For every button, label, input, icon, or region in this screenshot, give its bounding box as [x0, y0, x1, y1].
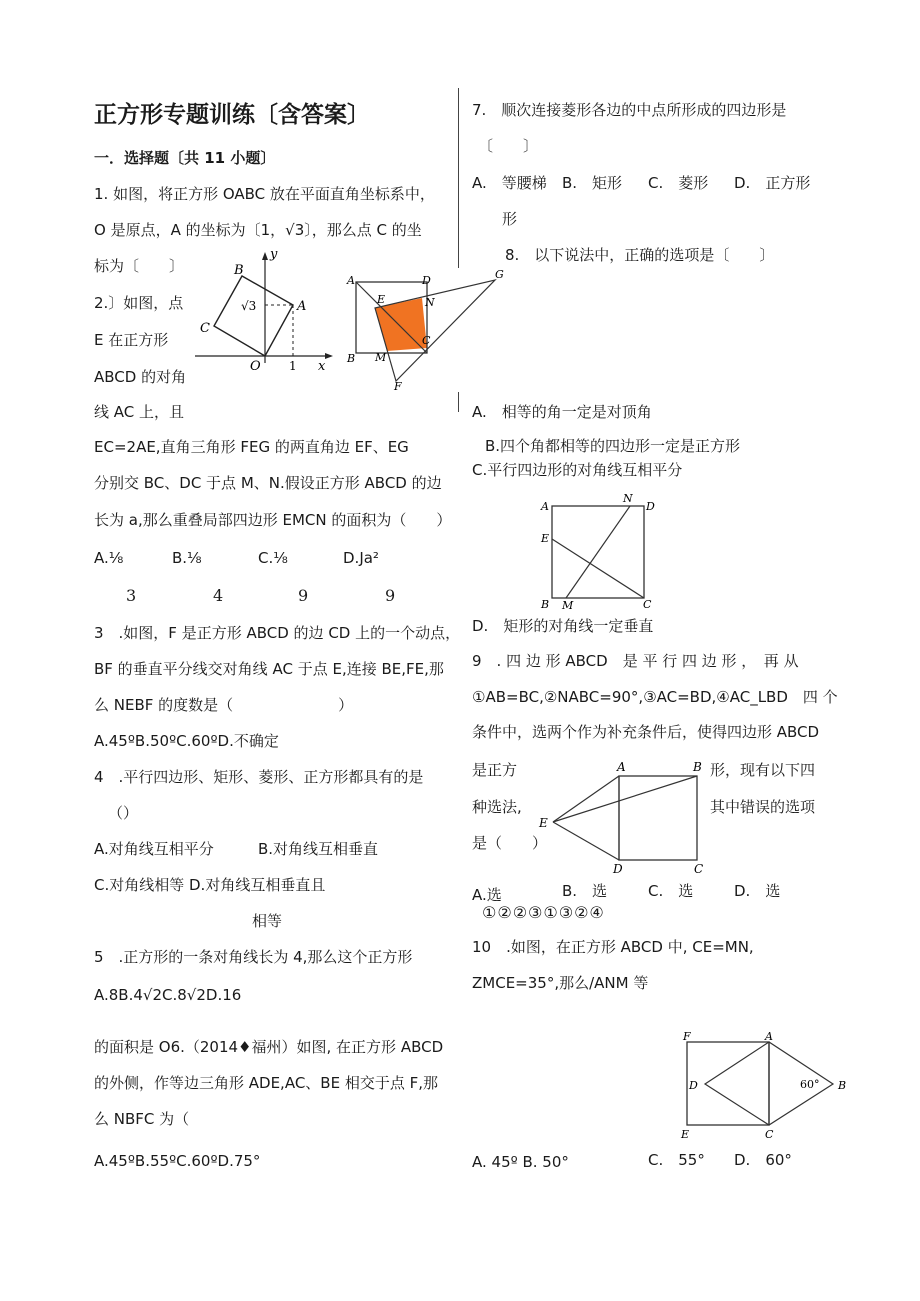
fig2-label-A: A	[347, 274, 355, 287]
figure-9-square-external-point	[533, 760, 713, 875]
fig2-label-D: D	[422, 274, 431, 287]
q6-line2: 的外侧，作等边三角形 ADE,AC、BE 相交于点 F,那	[94, 1074, 438, 1092]
q9-line2: ①AB=BC,②NABC=90°,③AC=BD,④AC_LBD 四 个	[472, 688, 838, 706]
q2-denominator-d: 9	[385, 586, 396, 605]
q7-option-b: B. 矩形	[562, 174, 623, 192]
q3-line3: 么 NEBF 的度数是（ ）	[94, 696, 354, 714]
q9-line1: 9 . 四 边 形 ABCD 是 平 行 四 边 形 ， 再 从	[472, 652, 799, 670]
fig2-label-F: F	[394, 380, 402, 393]
fig2-label-E: E	[377, 293, 386, 306]
fig8-label-E: E	[541, 532, 550, 545]
figure-8-square-segments	[538, 492, 668, 612]
q9-line3: 条件中，选两个作为补充条件后，使得四边形 ABCD	[472, 723, 820, 741]
q9-line4b: 形，现有以下四	[710, 761, 816, 779]
q6-line3: 么 NBFC 为（	[94, 1110, 190, 1128]
q8-line1: 8. 以下说法中，正确的选项是〔 〕	[505, 246, 775, 264]
q2-option-b: B.⅛	[172, 549, 202, 567]
fig8-label-D: D	[646, 500, 655, 513]
q2-line5: EC=2AE,直角三角形 FEG 的两直角边 EF、EG	[94, 438, 409, 456]
fig2-label-C: C	[422, 334, 431, 347]
fig10-label-angle: 60°	[800, 1078, 820, 1091]
fig1-label-C: C	[200, 321, 210, 336]
fig10-label-F: F	[683, 1030, 691, 1043]
q2-line7: 长为 a,那么重叠局部四边形 EMCN 的面积为（ ）	[94, 511, 452, 529]
fig1-label-B: B	[234, 263, 244, 278]
q4-option-cd: C.对角线相等 D.对角线互相垂直且	[94, 876, 326, 894]
q7-option-c: C. 菱形	[648, 174, 709, 192]
fig10-label-B: B	[838, 1079, 847, 1092]
fig9-label-C: C	[694, 862, 704, 876]
q9-line6: 是（ ）	[472, 834, 548, 852]
fig1-label-x: x	[318, 359, 326, 374]
q2-line2: E 在正方形	[94, 331, 169, 349]
q6-line1: 的面积是 O6.（2014♦福州）如图, 在正方形 ABCD	[94, 1038, 444, 1056]
q2-line3: ABCD 的对角	[94, 368, 187, 386]
fig10-label-A: A	[765, 1030, 773, 1043]
q4-line2: （）	[108, 804, 139, 822]
q7-option-a: A. 等腰梯	[472, 174, 547, 192]
fig2-label-M: M	[375, 351, 387, 364]
q1-line2: O 是原点，A 的坐标为〔1，√3〕，那么点 C 的坐	[94, 221, 422, 239]
q9-option-c: C. 选	[648, 882, 694, 900]
q9-line5b: 其中错误的选项	[710, 798, 816, 816]
fig9-label-E: E	[539, 816, 548, 830]
q10-option-ab: A. 45º B. 50°	[472, 1153, 569, 1171]
fig1-label-y: y	[270, 247, 278, 262]
fig10-label-E: E	[681, 1128, 690, 1141]
q9-line5a: 种选法,	[472, 798, 522, 816]
fig8-label-M: M	[562, 599, 574, 612]
figure-10-square-rhombus	[675, 1030, 850, 1145]
q7-line1: 7. 顺次连接菱形各边的中点所形成的四边形是	[472, 101, 787, 119]
section-heading: 一．选择题〔共 11 小题〕	[94, 149, 276, 167]
q8-option-d: D. 矩形的对角线一定垂直	[472, 617, 654, 635]
column-divider-top	[458, 88, 459, 268]
q1-line3: 标为〔 〕	[94, 257, 185, 275]
q6-options: A.45ºB.55ºC.60ºD.75°	[94, 1152, 261, 1170]
q4-line1: 4 .平行四边形、矩形、菱形、正方形都具有的是	[94, 768, 424, 786]
fig9-label-B: B	[693, 760, 702, 774]
fig10-label-C: C	[765, 1128, 774, 1141]
fig8-label-A: A	[541, 500, 549, 513]
q3-options: A.45ºB.50ºC.60ºD.不确定	[94, 732, 279, 750]
q8-option-c: C.平行四边形的对角线互相平分	[472, 461, 683, 479]
fig9-label-D: D	[613, 862, 623, 876]
q7-option-d: D. 正方形	[734, 174, 811, 192]
fig8-label-B: B	[541, 598, 550, 611]
q4-option-cont: 相等	[252, 912, 283, 930]
q2-denominator-b: 4	[213, 586, 224, 605]
fig2-label-G: G	[495, 268, 504, 281]
q9-option-d: D. 选	[734, 882, 781, 900]
q5-line1: 5 .正方形的一条对角线长为 4,那么这个正方形	[94, 948, 413, 966]
q9-line4a: 是正方	[472, 761, 518, 779]
fig2-label-N: N	[425, 296, 435, 309]
q2-option-d: D.Ja²	[343, 549, 379, 567]
fig1-label-O: O	[250, 359, 261, 374]
column-divider-mid	[458, 392, 459, 412]
q2-denominator-c: 9	[298, 586, 309, 605]
q2-option-c: C.⅛	[258, 549, 288, 567]
q10-option-c: C. 55°	[648, 1151, 705, 1169]
q7-line2: 〔 〕	[478, 137, 539, 155]
q3-line2: BF 的垂直平分线交对角线 AC 于点 E,连接 BE,FE,那	[94, 660, 444, 678]
q5-options: A.8B.4√2C.8√2D.16	[94, 986, 242, 1004]
fig8-label-C: C	[643, 598, 652, 611]
q2-denominator-a: 3	[126, 586, 137, 605]
fig1-label-A: A	[297, 299, 307, 314]
figure-2-square-triangle	[342, 268, 512, 393]
q10-line1: 10 .如图，在正方形 ABCD 中, CE=MN,	[472, 938, 754, 956]
q4-option-b: B.对角线互相垂直	[258, 840, 379, 858]
fig10-label-D: D	[689, 1079, 698, 1092]
q4-option-a: A.对角线互相平分	[94, 840, 214, 858]
q2-line1: 2.〕如图，点	[94, 294, 184, 312]
q3-line1: 3 .如图，F 是正方形 ABCD 的边 CD 上的一个动点，	[94, 624, 461, 642]
page-title: 正方形专题训练〔含答案〕	[94, 102, 370, 128]
figure-1-coordinate-square	[190, 248, 350, 373]
fig1-label-1: 1	[289, 359, 297, 373]
fig1-label-sqrt3: √3	[241, 299, 257, 313]
q1-line1: 1. 如图，将正方形 OABC 放在平面直角坐标系中，	[94, 185, 435, 203]
q9-circled-options: ①②②③①③②④	[482, 903, 605, 922]
fig2-label-B: B	[347, 352, 356, 365]
fig8-label-N: N	[623, 492, 633, 505]
fig9-label-A: A	[617, 760, 626, 774]
q2-line6: 分别交 BC、DC 于点 M、N.假设正方形 ABCD 的边	[94, 474, 442, 492]
q8-option-b: B.四个角都相等的四边形一定是正方形	[485, 437, 741, 455]
q10-line2: ZMCE=35°,那么/ANM 等	[472, 974, 649, 992]
q7-option-a-cont: 形	[502, 210, 518, 228]
q9-option-b: B. 选	[562, 882, 608, 900]
q2-line4: 线 AC 上，且	[94, 403, 185, 421]
q8-option-a: A. 相等的角一定是对顶角	[472, 403, 652, 421]
q2-option-a: A.⅛	[94, 549, 124, 567]
q9-option-a: A.选	[472, 886, 502, 904]
q10-option-d: D. 60°	[734, 1151, 792, 1169]
